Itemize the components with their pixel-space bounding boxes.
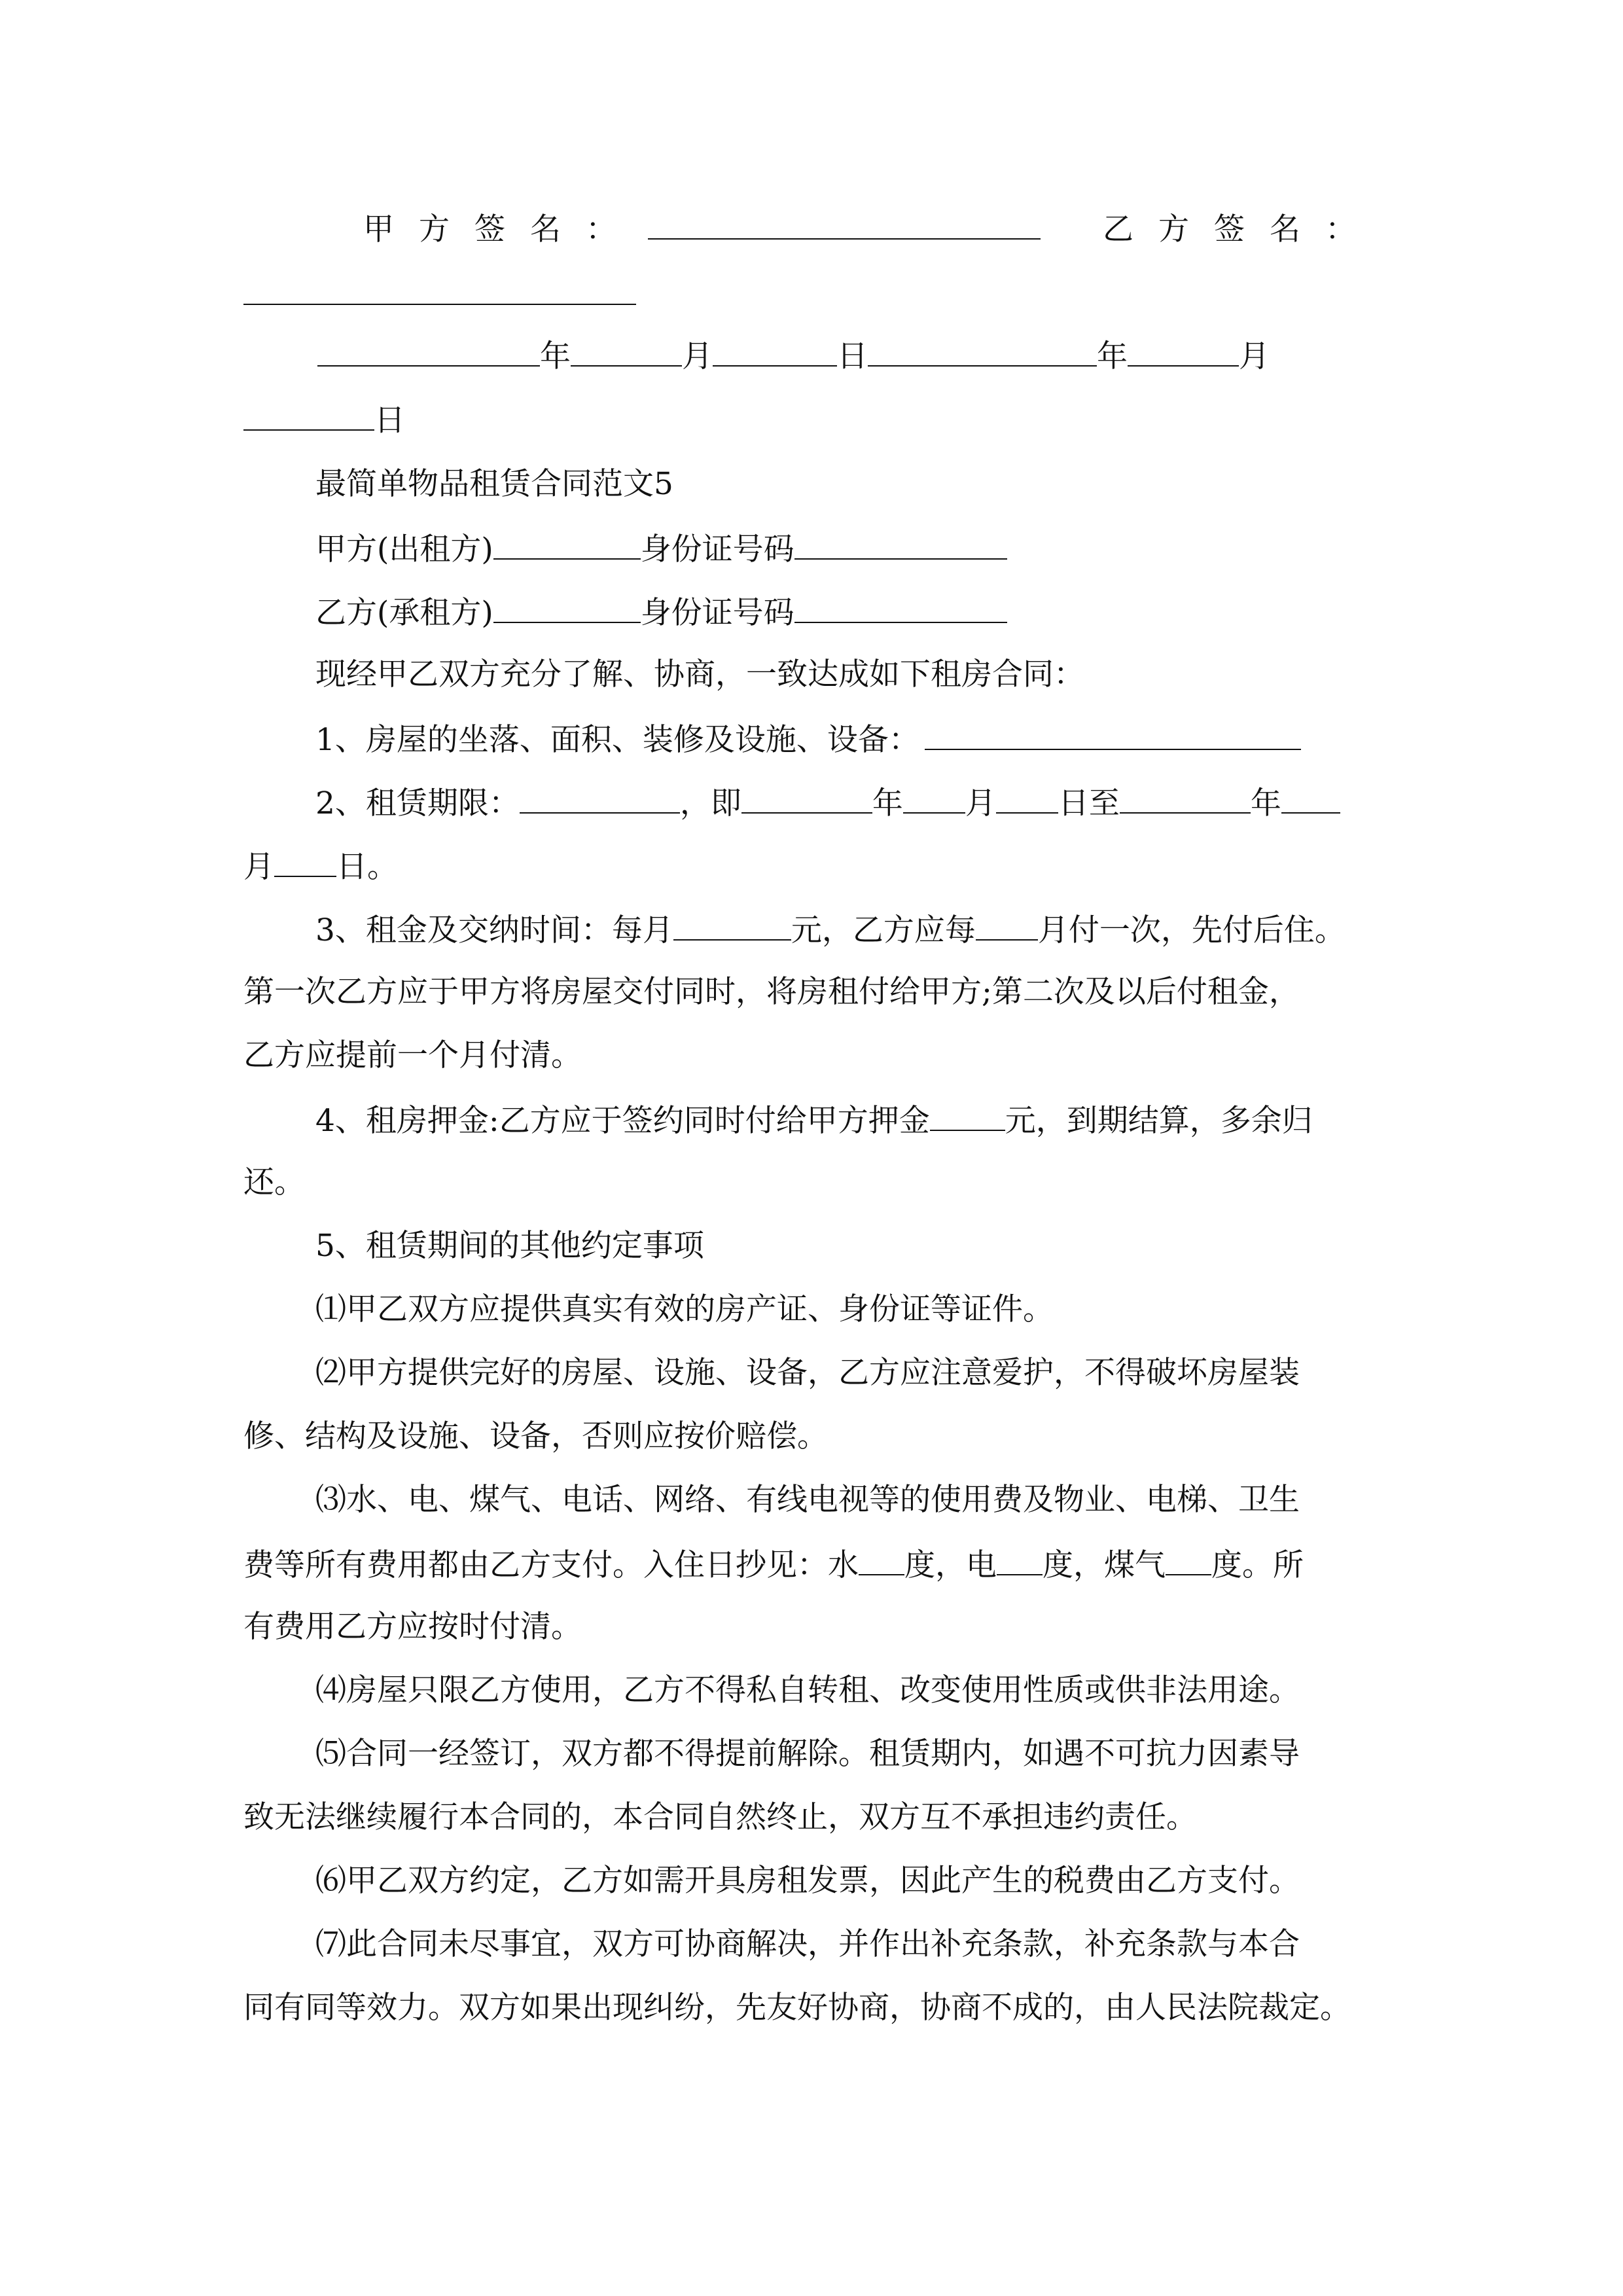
month-blank-b — [1128, 335, 1239, 367]
end-month-blank-a — [1281, 782, 1340, 814]
clause-2-text-a: 2、租赁期限： — [315, 785, 520, 821]
clause-5-item-4: ⑷房屋只限乙方使用，乙方不得私自转租、改变使用性质或供非法用途。 — [315, 1672, 1300, 1708]
clause-5-item-2-line-2: 修、结构及设施、设备，否则应按价赔偿。 — [243, 1418, 828, 1454]
clause-2-continued — [243, 846, 398, 885]
payment-interval-blank — [976, 909, 1038, 941]
day-blank-b — [243, 399, 374, 431]
party-a-signature-blank — [648, 208, 1041, 240]
party-b-signature-blank — [243, 274, 636, 305]
clause-3-line-2: 第一次乙方应于甲方将房屋交付同时，将房租付给甲方;第二次及以后付租金， — [243, 974, 1300, 1010]
utilities-text-c: 度，煤气 — [1043, 1547, 1166, 1583]
start-year-label: 年 — [872, 785, 903, 821]
monthly-rent-blank — [673, 909, 791, 941]
clause-5-item-2-line-1: ⑵甲方提供完好的房屋、设施、设备，乙方应注意爱护，不得破坏房屋装 — [315, 1355, 1300, 1391]
lessor-line — [315, 528, 1007, 567]
lessee-line — [315, 592, 1007, 631]
end-year-blank — [1120, 782, 1251, 814]
clause-3-text-c: 月付一次，先付后住。 — [1037, 912, 1346, 948]
clause-1-blank — [925, 719, 1301, 750]
party-a-signature-label: 甲方签名： — [363, 211, 641, 247]
date-line — [317, 335, 1270, 374]
start-day-blank — [996, 782, 1058, 814]
lessor-name-blank — [493, 528, 641, 560]
clause-5-item-5-line-1: ⑸合同一经签订，双方都不得提前解除。租赁期内，如遇不可抗力因素导 — [315, 1736, 1300, 1772]
clause-5-item-7-line-2: 同有同等效力。双方如果出现纠纷，先友好协商，协商不成的，由人民法院裁定。 — [243, 1990, 1351, 2026]
clause-5-item-5-line-2: 致无法继续履行本合同的，本合同自然终止，双方互不承担违约责任。 — [243, 1799, 1197, 1835]
year-blank-a — [317, 335, 540, 367]
month-label-a: 月 — [682, 338, 713, 374]
party-b-signature-blank-line — [243, 274, 636, 313]
end-month-label: 月 — [243, 849, 274, 885]
clause-5-item-6: ⑹甲乙双方约定，乙方如需开具房租发票，因此产生的税费由乙方支付。 — [315, 1863, 1300, 1899]
clause-5-title: 5、租赁期间的其他约定事项 — [315, 1228, 704, 1264]
start-month-blank — [903, 782, 965, 814]
clause-3-line-3: 乙方应提前一个月付清。 — [243, 1037, 582, 1073]
lessor-id-label: 身份证号码 — [640, 531, 794, 567]
gas-reading-blank — [1166, 1544, 1211, 1575]
clause-3-text-a: 3、租金及交纳时间：每月 — [315, 912, 673, 948]
lessor-label: 甲方(出租方) — [315, 531, 493, 567]
clause-4-line-2: 还。 — [243, 1164, 305, 1200]
year-label-a: 年 — [540, 338, 571, 374]
lease-term-blank — [520, 782, 680, 814]
year-label-b: 年 — [1097, 338, 1128, 374]
clause-3 — [315, 909, 1346, 948]
clause-4-text-b: 元，到期结算，多余归 — [1005, 1103, 1313, 1139]
day-label-a: 日 — [837, 338, 868, 374]
lessee-name-blank — [493, 592, 641, 623]
month-label-b: 月 — [1239, 338, 1270, 374]
intro-paragraph: 现经甲乙双方充分了解、协商，一致达成如下租房合同： — [315, 656, 1084, 692]
deposit-blank — [930, 1100, 1005, 1131]
water-reading-blank — [859, 1544, 904, 1575]
start-day-to-label: 日至 — [1058, 785, 1120, 821]
lessor-id-blank — [794, 528, 1007, 560]
clause-5-item-7-line-1: ⑺此合同未尽事宜，双方可协商解决，并作出补充条款，补充条款与本合 — [315, 1926, 1300, 1962]
year-blank-b — [868, 335, 1097, 367]
month-blank-a — [571, 335, 682, 367]
electricity-reading-blank — [997, 1544, 1043, 1575]
start-year-blank — [741, 782, 872, 814]
clause-5-item-3-line-1: ⑶水、电、煤气、电话、网络、有线电视等的使用费及物业、电梯、卫生 — [315, 1482, 1300, 1518]
clause-2 — [315, 782, 1340, 821]
end-year-label: 年 — [1250, 785, 1281, 821]
day-blank-a — [713, 335, 837, 367]
utilities-text-d: 度。所 — [1211, 1547, 1304, 1583]
utilities-text-b: 度，电 — [904, 1547, 997, 1583]
clause-1 — [315, 719, 1301, 758]
clause-4 — [315, 1100, 1313, 1139]
clause-5-item-3-line-3: 有费用乙方应按时付清。 — [243, 1609, 582, 1645]
clause-1-text: 1、房屋的坐落、面积、装修及设施、设备： — [315, 722, 919, 758]
lessee-label: 乙方(承租方) — [315, 595, 493, 631]
contract-title: 最简单物品租赁合同范文5 — [315, 466, 673, 502]
clause-2-text-b: ，即 — [679, 785, 741, 821]
clause-5-item-1: ⑴甲乙双方应提供真实有效的房产证、身份证等证件。 — [315, 1291, 1054, 1327]
clause-4-text-a: 4、租房押金:乙方应于签约同时付给甲方押金 — [315, 1103, 930, 1139]
signature-line — [363, 208, 1381, 247]
party-b-signature-label: 乙方签名： — [1103, 211, 1381, 247]
day-label-b: 日 — [374, 403, 405, 439]
clause-3-text-b: 元，乙方应每 — [791, 912, 976, 948]
clause-5-item-3-line-2 — [243, 1544, 1304, 1583]
lessee-id-label: 身份证号码 — [640, 595, 794, 631]
lessee-id-blank — [794, 592, 1007, 623]
utilities-text-a: 费等所有费用都由乙方支付。入住日抄见：水 — [243, 1547, 859, 1583]
date-line-continued — [243, 399, 405, 439]
end-day-label: 日。 — [336, 849, 398, 885]
start-month-label: 月 — [965, 785, 996, 821]
end-day-blank — [274, 846, 336, 877]
